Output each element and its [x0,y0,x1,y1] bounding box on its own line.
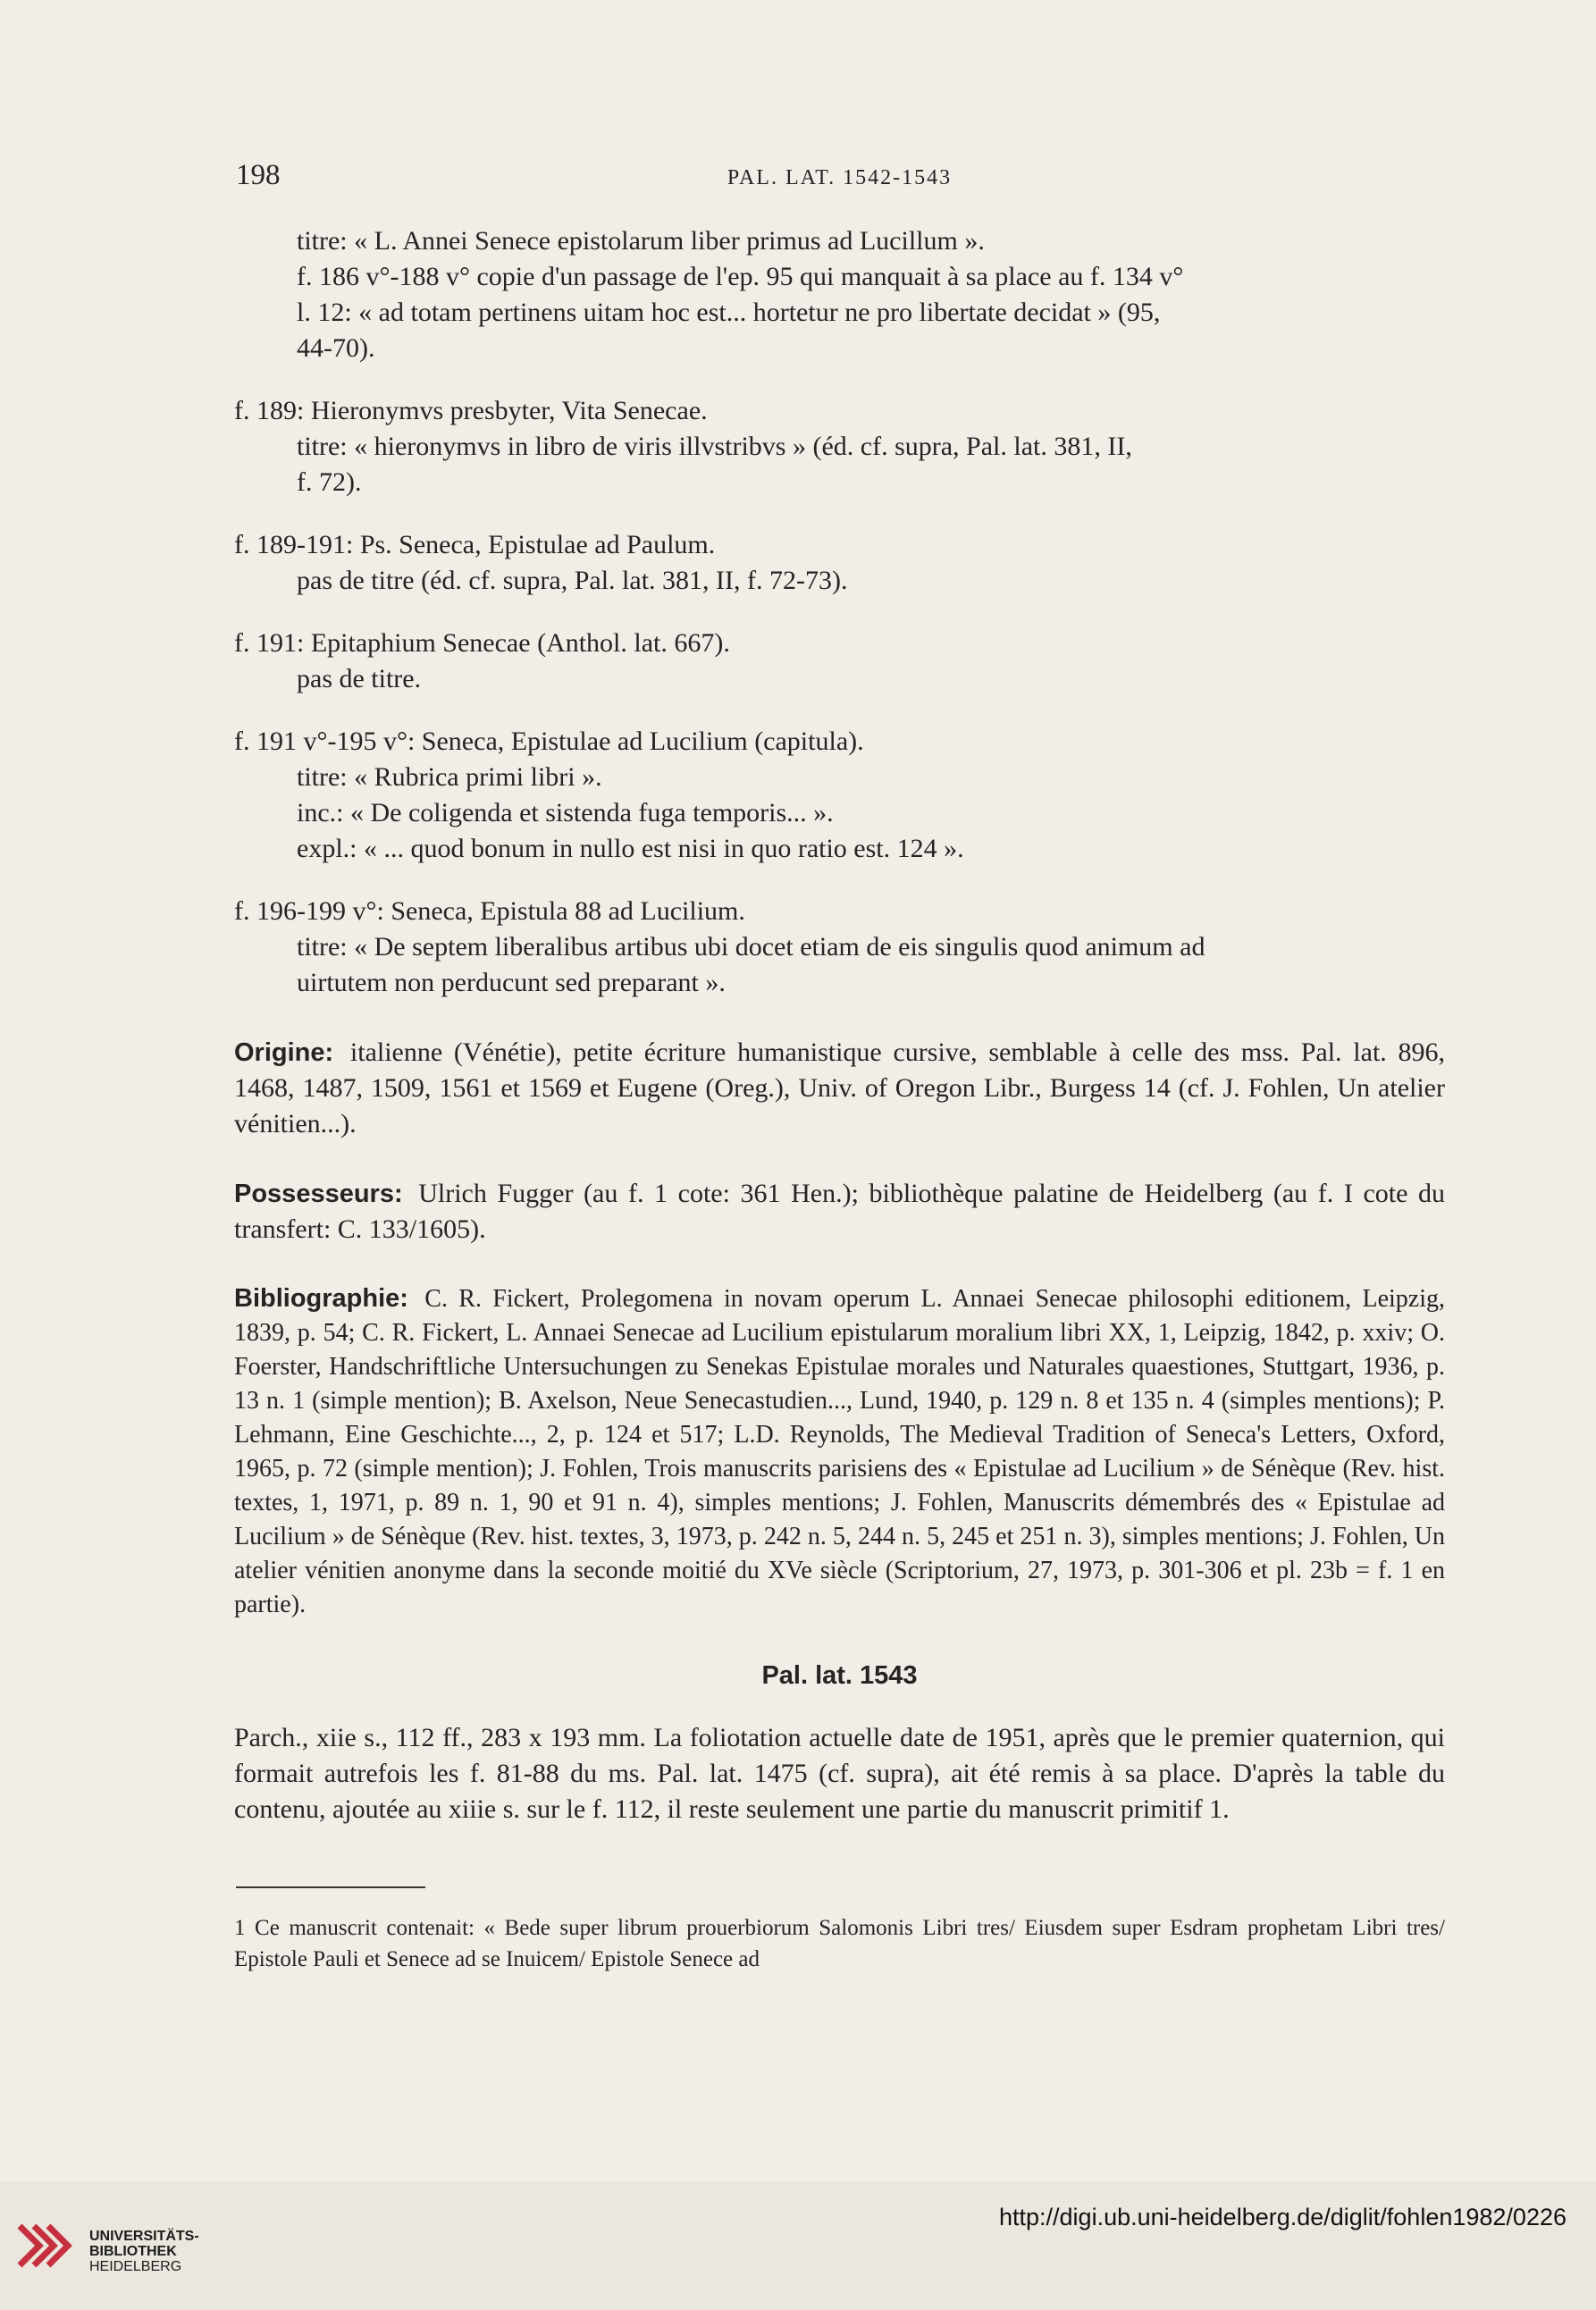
page-header [234,159,1445,195]
content-entry [234,393,1445,500]
library-logo-text [89,2229,199,2274]
section-heading: Pal. lat. 1543 [761,1661,918,1690]
entry-line: expl.: « ... quod bonum in nullo est nisi in quo ratio est. 124 ». [297,834,964,863]
content-entry [234,223,1445,366]
entry-line: l. 12: « ad totam pertinens uitam hoc est... hortetur ne pro libertate decidat » (95, [297,298,1161,327]
origine-label: Origine: [234,1038,334,1067]
logo-line: BIBLIOTHEK [89,2244,177,2259]
possesseurs-label: Possesseurs: [234,1180,403,1208]
manuscript-description: Parch., xiie s., 112 ff., 283 x 193 mm. La foliotation actuelle date de 1951, après que le premier quaternion, qui formait autrefois les f. 81-88 du ms. Pal. lat. 1475 (cf. supra), ait été remis à sa place. D'après la table du contenu, ajoutée au xiiie s. sur le f. 112, il reste seulement une partie du manuscrit primitif 1. [234,1723,1445,1824]
footnote-rule [236,1886,425,1888]
content-entry [234,527,1445,599]
entry-line: f. 191 v°-195 v°: Seneca, Epistulae ad Lucilium (capitula). [234,727,864,756]
entry-line: f. 191: Epitaphium Senecae (Anthol. lat. 667). [234,628,730,658]
bibliographie-label: Bibliographie: [234,1284,408,1313]
logo-line: HEIDELBERG [89,2259,182,2274]
entry-line: titre: « Rubrica primi libri ». [297,762,602,792]
running-title: PAL. LAT. 1542-1543 [727,166,953,189]
origine-section [234,1035,1445,1142]
page-number: 198 [236,159,281,191]
entry-line: f. 196-199 v°: Seneca, Epistula 88 ad Lucilium. [234,896,745,926]
entry-line: uirtutem non perducunt sed preparant ». [297,968,726,997]
entry-line: f. 186 v°-188 v° copie d'un passage de l'ep. 95 qui manquait à sa place au f. 134 v° [297,262,1184,291]
content-entry [234,626,1445,697]
content-entry [234,724,1445,867]
main-text [234,223,1445,1827]
library-logo-icon [13,2208,82,2285]
digitization-footer [0,2181,1596,2310]
possesseurs-text: Ulrich Fugger (au f. 1 cote: 361 Hen.); bibliothèque palatine de Heidelberg (au f. I cote du transfert: C. 133/1605). [234,1179,1446,1244]
source-url-link[interactable]: http://digi.ub.uni-heidelberg.de/diglit/fohlen1982/0226 [999,2204,1567,2230]
bibliographie-section [234,1281,1445,1622]
entry-line: titre: « L. Annei Senece epistolarum liber primus ad Lucillum ». [297,226,985,256]
bibliographie-text: C. R. Fickert, Prolegomena in novam operum L. Annaei Senecae philosophi editionem, Leipzig, 1839, p. 54; C. R. Fickert, L. Annaei Senecae ad Lucilium epistularum moralium libri XX, 1, Leipzig, 1842, p. xxiv; O. Foerster, Handschriftliche Untersuchungen zu Senekas Epistulae morales und Naturales quaestiones, Stuttgart, 1936, p. 13 n. 1 (simple mention); B. Axelson, Neue Senecastudien..., Lund, 1940, p. 129 n. 8 et 135 n. 4 (simples mentions); P. Lehmann, Eine Geschichte..., 2, p. 124 et 517; L.D. Reynolds, The Medieval Tradition of Seneca's Letters, Oxford, 1965, p. 72 (simple mention); J. Fohlen, Trois manuscrits parisiens des « Epistulae ad Lucilium » de Sénèque (Rev. hist. textes, 1, 1971, p. 89 n. 1, 90 et 91 n. 4), simples mentions; J. Fohlen, Manuscrits démembrés des « Epistulae ad Lucilium » de Sénèque (Rev. hist. textes, 3, 1973, p. 242 n. 5, 244 n. 5, 245 et 251 n. 3), simples mentions; J. Fohlen, Un atelier vénitien anonyme dans la seconde moitié du XVe siècle (Scriptorium, 27, 1973, p. 301-306 et pl. 23b = f. 1 en partie). [234,1285,1445,1618]
entry-line: f. 72). [297,467,362,497]
possesseurs-section [234,1176,1445,1247]
entry-line: f. 189: Hieronymvs presbyter, Vita Senecae. [234,396,708,425]
entry-line: titre: « hieronymvs in libro de viris illvstribvs » (éd. cf. supra, Pal. lat. 381, II, [297,432,1132,461]
entry-line: 44-70). [297,333,375,363]
entry-line: titre: « De septem liberalibus artibus ubi docet etiam de eis singulis quod animum ad [297,932,1205,962]
entry-line: pas de titre (éd. cf. supra, Pal. lat. 381, II, f. 72-73). [297,566,848,595]
origine-text: italienne (Vénétie), petite écriture humanistique cursive, semblable à celle des mss. Pal. lat. 896, 1468, 1487, 1509, 1561 et 1569 et Eugene (Oreg.), Univ. of Oregon Libr., Burgess 14 (cf. J. Fohlen, Un atelier vénitien...). [234,1037,1446,1138]
content-entry [234,894,1445,1001]
logo-line: UNIVERSITÄTS- [89,2229,199,2244]
entry-line: f. 189-191: Ps. Seneca, Epistulae ad Paulum. [234,530,716,559]
footnote: 1 Ce manuscrit contenait: « Bede super librum prouerbiorum Salomonis Libri tres/ Eiusdem super Esdram prophetam Libri tres/ Epistole Pauli et Senece ad se Inuicem/ Epistole Senece ad [234,1916,1445,1971]
entry-line: inc.: « De coligenda et sistenda fuga temporis... ». [297,798,834,827]
entry-line: pas de titre. [297,664,422,693]
